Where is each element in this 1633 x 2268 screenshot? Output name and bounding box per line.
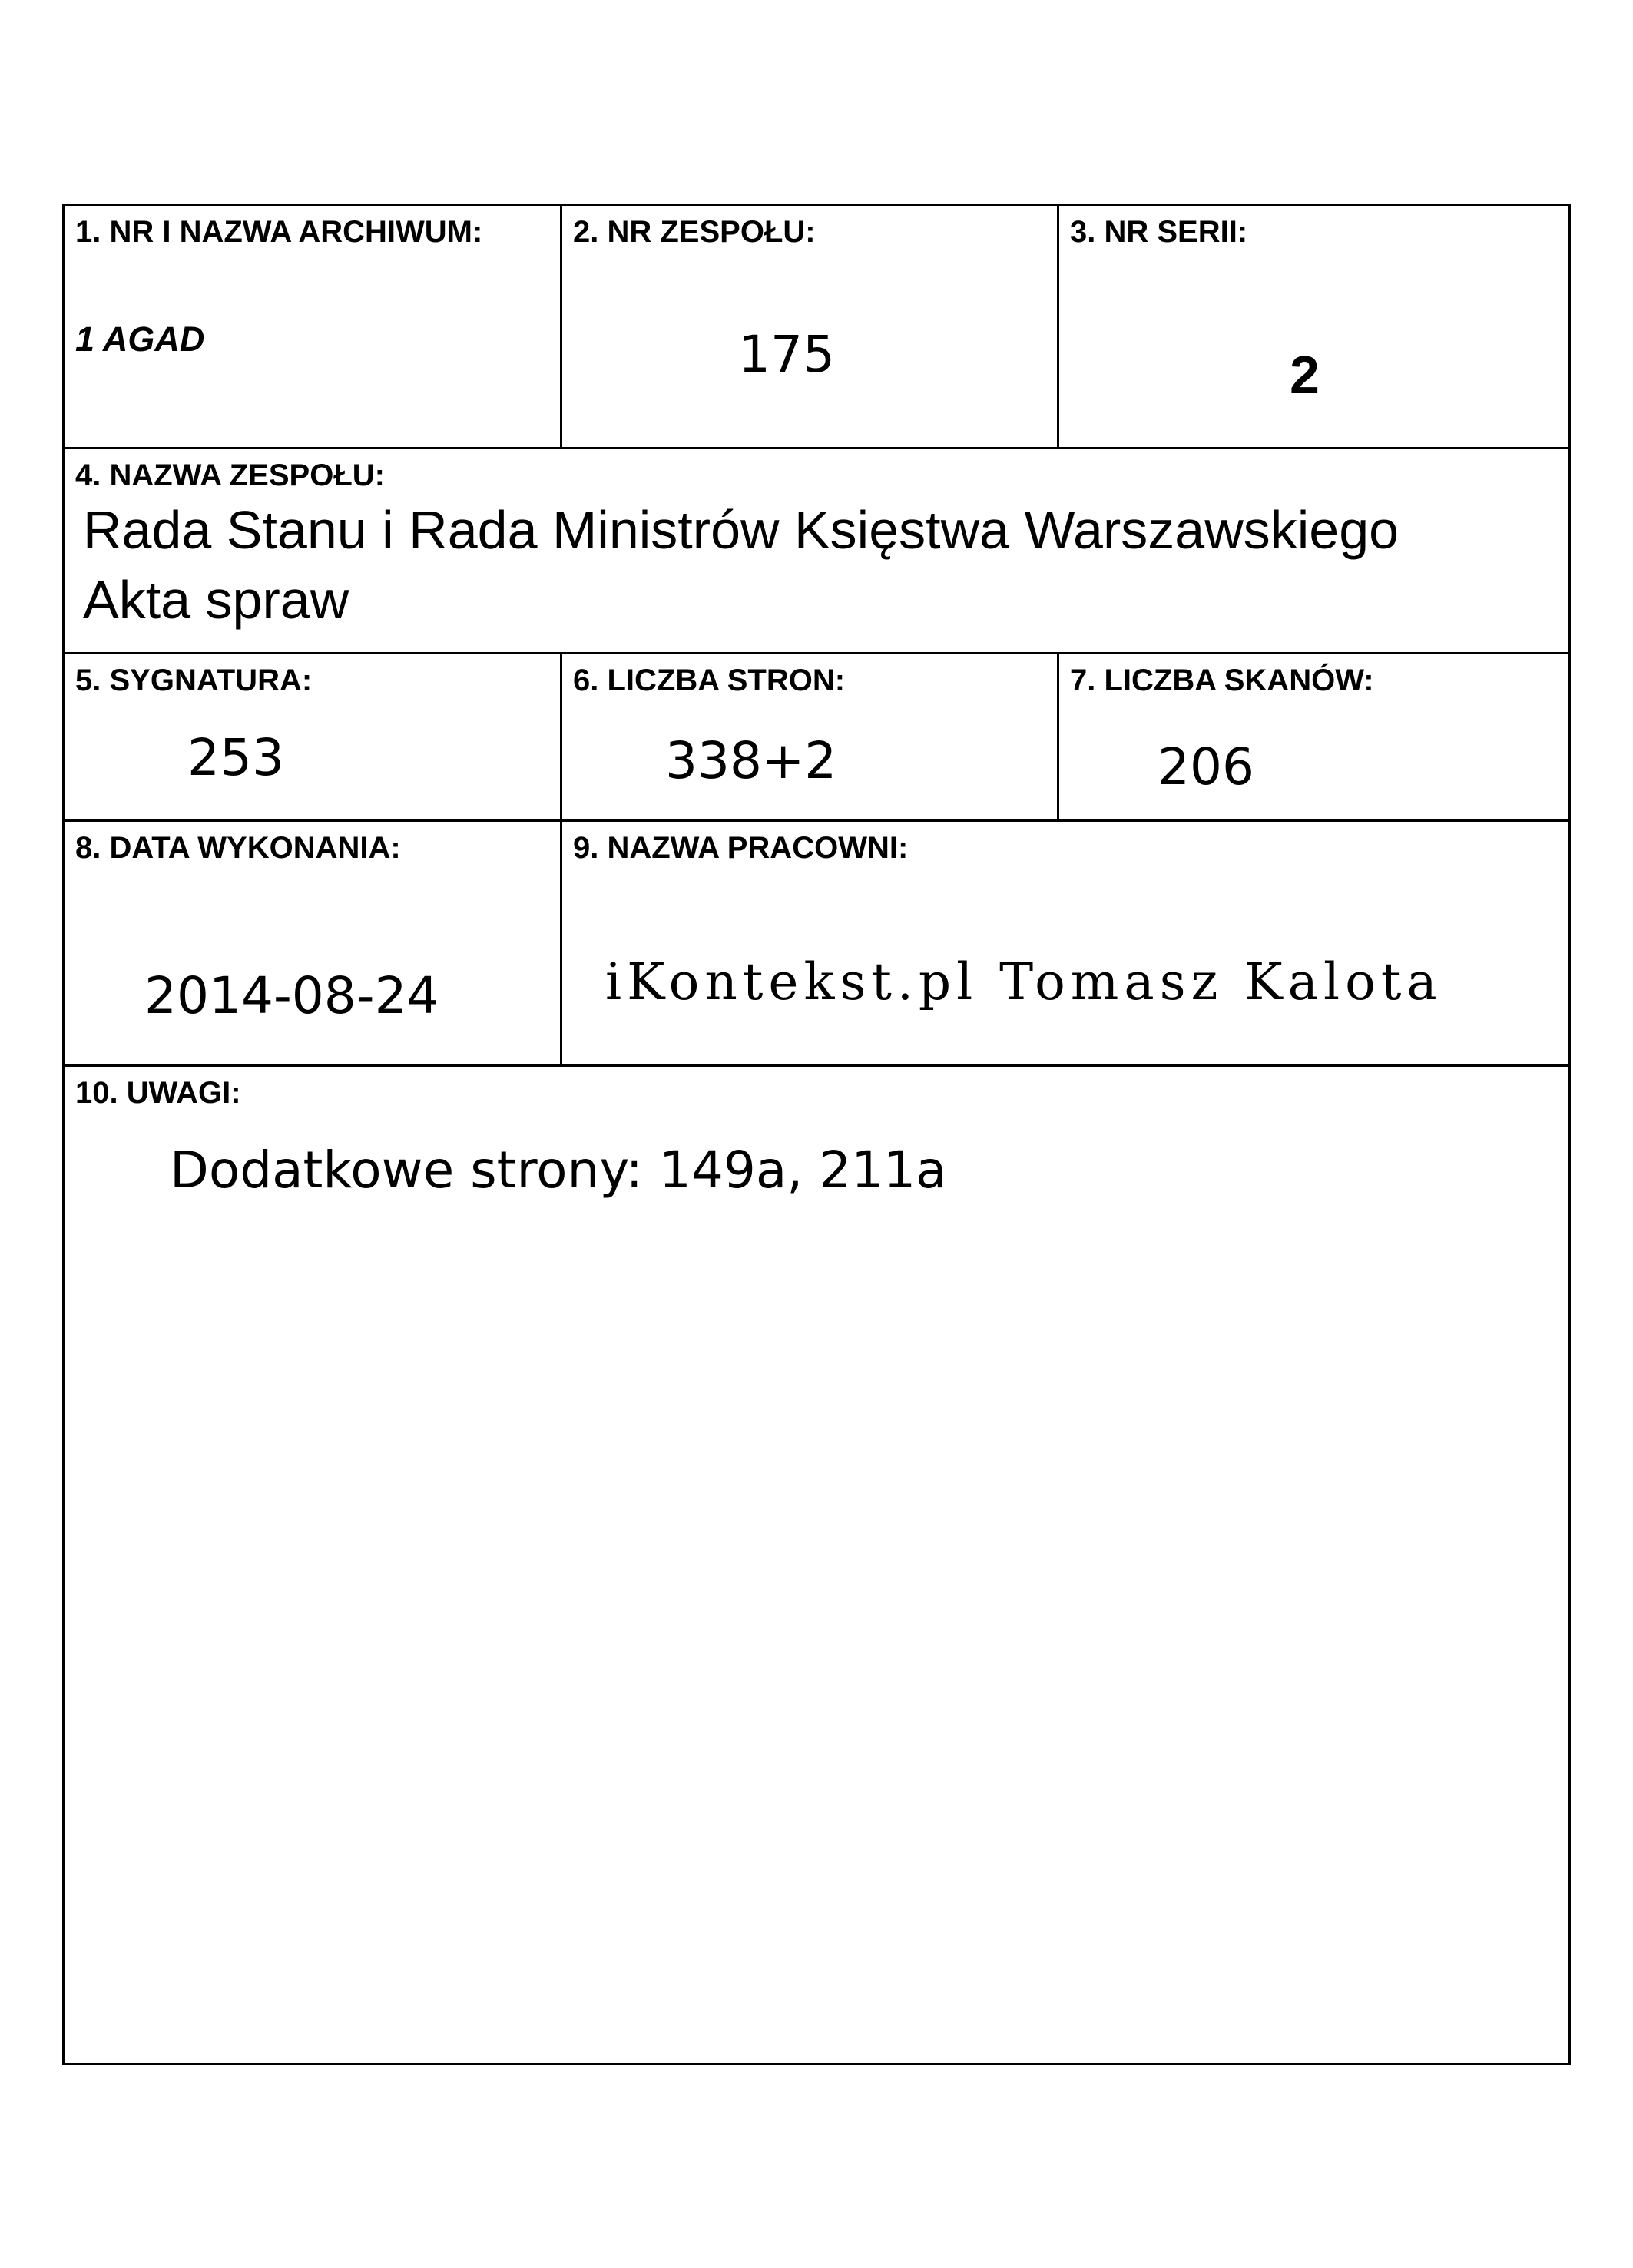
scan-count-cell [1059, 654, 1571, 819]
notes-label: 10. UWAGI: [75, 1076, 241, 1110]
date-value: 2014-08-24 [144, 966, 439, 1025]
fonds-number-label: 2. NR ZESPOŁU: [573, 215, 816, 249]
fonds-number-value: 175 [738, 325, 835, 384]
scan-count-label: 7. LICZBA SKANÓW: [1070, 664, 1374, 697]
archive-value: 1 AGAD [75, 320, 205, 359]
series-number-label: 3. NR SERII: [1070, 215, 1248, 249]
metadata-form [62, 204, 1571, 2065]
scan-count-value: 206 [1158, 737, 1254, 796]
page-count-cell [562, 654, 1057, 819]
page-count-value: 338+2 [665, 731, 837, 790]
workshop-label: 9. NAZWA PRACOWNI: [573, 831, 909, 865]
notes-value: Dodatkowe strony: 149a, 211a [170, 1141, 947, 1200]
fonds-number-cell [562, 206, 1057, 447]
notes-cell [65, 1067, 1568, 2063]
signature-cell [65, 654, 560, 819]
fonds-name-line1: Rada Stanu i Rada Ministrów Księstwa Warszawskiego [83, 500, 1399, 560]
archive-label: 1. NR I NAZWA ARCHIWUM: [75, 215, 483, 249]
fonds-name-label: 4. NAZWA ZESPOŁU: [75, 459, 385, 492]
series-number-value: 2 [1290, 345, 1320, 405]
signature-label: 5. SYGNATURA: [75, 664, 313, 697]
workshop-cell [562, 822, 1568, 1064]
date-label: 8. DATA WYKONANIA: [75, 831, 401, 865]
archive-cell [65, 206, 560, 447]
fonds-name-line2: Akta spraw [83, 570, 349, 630]
date-cell [65, 822, 560, 1064]
signature-value: 253 [187, 728, 284, 787]
series-number-cell [1059, 206, 1571, 447]
workshop-value: iKontekst.pl Tomasz Kalota [605, 952, 1443, 1011]
page-count-label: 6. LICZBA STRON: [573, 664, 846, 697]
fonds-name-cell [65, 449, 1568, 652]
